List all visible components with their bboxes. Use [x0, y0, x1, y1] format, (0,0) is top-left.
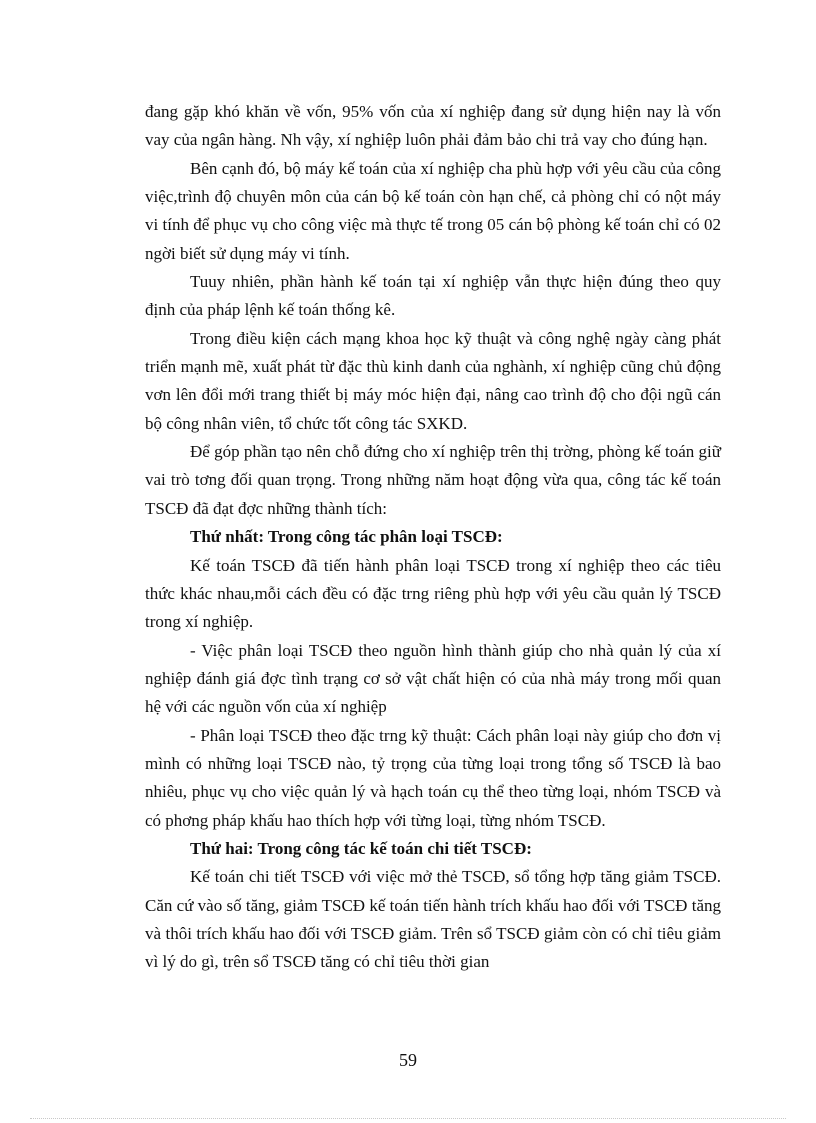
paragraph: Để góp phần tạo nên chỗ đứng cho xí nghiệp trên thị trờng, phòng kế toán giữ vai trò tơng đối quan trọng. Trong những năm hoạt động vừa qua, công tác kế toán TSCĐ đã đạt đợc những thành tích:: [145, 442, 721, 518]
page-edge-divider: [30, 1118, 786, 1119]
paragraph: Trong điều kiện cách mạng khoa học kỹ thuật và công nghệ ngày càng phát triển mạnh mẽ, xuất phát từ đặc thù kinh danh của nghành, xí nghiệp cũng chủ động vơn lên đổi mới trang thiết bị máy móc hiện đại, nâng cao trình độ cho đội ngũ cán bộ công nhân viên, tổ chức tốt công tác SXKD.: [145, 328, 721, 433]
paragraph: Bên cạnh đó, bộ máy kế toán của xí nghiệp cha phù hợp với yêu cầu của công việc,trình độ chuyên môn của cán bộ kế toán còn hạn chế, cả phòng chỉ có nột máy vi tính để phục vụ cho công việc mà thực tế trong 05 cán bộ phòng kế toán chỉ có 02 ngời biết sử dụng máy vi tính.: [145, 158, 721, 263]
body-text: [145, 98, 721, 977]
paragraph: Kế toán TSCĐ đã tiến hành phân loại TSCĐ trong xí nghiệp theo các tiêu thức khác nhau,mỗi cách đều có đặc trng riêng phù hợp với yêu cầu quản lý TSCĐ trong xí nghiệp.: [145, 555, 721, 632]
section-heading: Thứ nhất: Trong công tác phân loại TSCĐ:: [190, 527, 503, 547]
paragraph: Kế toán chi tiết TSCĐ với việc mở thẻ TSCĐ, sổ tổng hợp tăng giảm TSCĐ. Căn cứ vào số tăng, giảm TSCĐ kế toán tiến hành trích khấu hao đối với TSCĐ tăng và thôi trích khấu hao đối với TSCĐ giảm. Trên sổ TSCĐ giảm còn có chỉ tiêu giảm vì lý do gì, trên sổ TSCĐ tăng có chỉ tiêu thời gian: [145, 867, 721, 972]
paragraph: đang gặp khó khăn về vốn, 95% vốn của xí nghiệp đang sử dụng hiện nay là vốn vay của ngân hàng. Nh vậy, xí nghiệp luôn phải đảm bảo chi trả vay cho đúng hạn.: [145, 102, 721, 150]
paragraph: - Phân loại TSCĐ theo đặc trng kỹ thuật: Cách phân loại này giúp cho đơn vị mình có những loại TSCĐ nào, tỷ trọng của từng loại trong tổng số TSCĐ là bao nhiêu, phục vụ cho việc quản lý và hạch toán cụ thể theo từng loại, nhóm TSCĐ và có phơng pháp khấu hao thích hợp với từng loại, từng nhóm TSCĐ.: [145, 725, 721, 830]
page-number: 59: [399, 1050, 417, 1070]
paragraph: Tuuy nhiên, phần hành kế toán tại xí nghiệp vẫn thực hiện đúng theo quy định của pháp lệnh kế toán thống kê.: [145, 272, 721, 320]
paragraph: - Việc phân loại TSCĐ theo nguồn hình thành giúp cho nhà quản lý của xí nghiệp đánh giá đợc tình trạng cơ sở vật chất hiện có của nhà máy trong mối quan hệ với các nguồn vốn của xí nghiệp: [145, 640, 721, 717]
section-heading: Thứ hai: Trong công tác kế toán chi tiết TSCĐ:: [190, 838, 532, 858]
